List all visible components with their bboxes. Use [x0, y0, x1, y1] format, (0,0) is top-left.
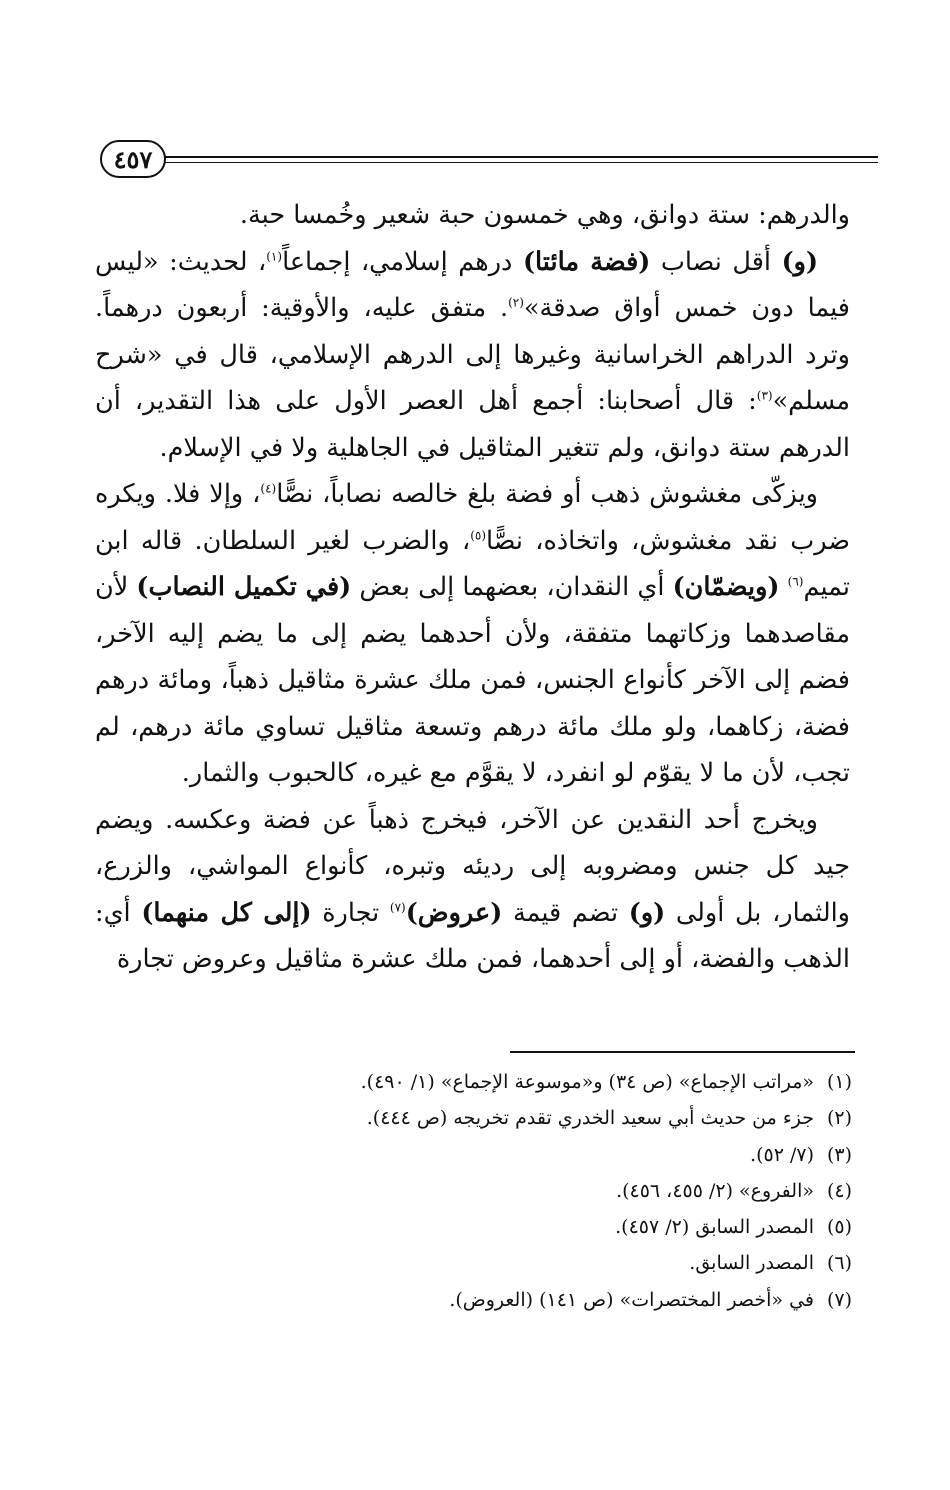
text-run: لأن مقاصدهما وزكاتهما متفقة، ولأن أحدهما يضم إلى ما يضم إليه الآخر، فضم إلى الآخر كأنواع الجنس، فمن ملك عشرة مثاقيل ذهباً، ومائة درهم فضة، زكاهما، ولو ملك مائة درهم وتسعة مثاقيل تساوي مائة درهم، لم تجب، لأن ما لا يقوّم لو انفرد، لا يقوَّم مع غيره، كالحبوب والثمار. — [95, 572, 850, 788]
footnote-2 — [95, 1100, 852, 1136]
paragraph-1 — [95, 192, 850, 239]
text-run: ، لحديث: «ليس فيما دون خمس أواق صدقة» — [95, 246, 850, 323]
footnote-text: جزء من حديث أبي سعيد الخدري تقدم تخريجه (ص ٤٤٤). — [366, 1107, 814, 1130]
text-run: . متفق عليه، والأوقية: أربعون درهماً. وترد الدراهم الخراسانية وغيرها إلى الدرهم الإسلامي، قال في «شرح مسلم» — [95, 293, 850, 416]
footnote-number: (٥) — [826, 1216, 852, 1239]
text-run: والدرهم: ستة دوانق، وهي خمسون حبة شعير وخُمسا حبة. — [239, 200, 850, 230]
text-run: تجارة — [311, 897, 390, 928]
bold-term: (إلى كل منهما) — [141, 897, 312, 928]
text-run: تضم قيمة — [502, 897, 629, 928]
paragraph-2 — [95, 239, 850, 472]
footnote-text: المصدر السابق. — [689, 1252, 814, 1275]
footnote-number: (٧) — [826, 1288, 852, 1311]
main-text — [95, 192, 850, 983]
footnote-number: (٣) — [826, 1143, 852, 1166]
text-run: ، وإلا فلا. ويكره ضرب نقد مغشوش، واتخاذه، نصًّا — [95, 479, 850, 556]
footnote-ref-5[interactable]: (٥) — [470, 528, 487, 542]
footnote-ref-3[interactable]: (٣) — [756, 388, 773, 403]
text-run: ، والضرب لغير السلطان. قاله ابن تميم — [95, 525, 850, 602]
footnote-text: المصدر السابق (٢/ ٤٥٧). — [615, 1216, 814, 1239]
footnote-ref-6[interactable]: (٦) — [787, 574, 804, 589]
footnote-separator — [510, 1051, 855, 1053]
text-run: ويزكّى مغشوش ذهب أو فضة بلغ خالصه نصاباً، نصًّا — [276, 479, 818, 509]
bold-term: (ويضمّان) — [672, 572, 780, 602]
footnotes — [95, 1064, 852, 1318]
footnote-number: (٢) — [826, 1107, 852, 1130]
bold-term: (و) — [781, 246, 819, 277]
footnote-ref-4[interactable]: (٤) — [260, 481, 277, 496]
footnote-7 — [95, 1282, 852, 1318]
paragraph-4 — [95, 797, 850, 983]
footnote-text: (٧/ ٥٢). — [750, 1143, 814, 1166]
footnote-text: في «أخصر المختصرات» (ص ١٤١) (العروض). — [449, 1288, 814, 1311]
bold-term: (عروض) — [405, 897, 503, 928]
header-rule-secondary — [162, 162, 878, 163]
footnote-text: «مراتب الإجماع» (ص ٣٤) و«موسوعة الإجماع» (١/ ٤٩٠). — [360, 1071, 814, 1093]
bold-term: (فضة مائتا) — [522, 246, 651, 277]
footnote-4 — [95, 1173, 852, 1209]
footnote-6 — [95, 1245, 852, 1281]
text-run: أي: الذهب والفضة، أو إلى أحدهما، فمن ملك عشرة مثاقيل وعروض تجارة — [95, 897, 850, 974]
page-number: ٤٥٧ — [100, 140, 166, 178]
footnote-1 — [95, 1064, 852, 1100]
text-run: أقل نصاب — [650, 246, 782, 277]
header-rule — [162, 156, 878, 158]
text-run — [779, 572, 787, 602]
text-run: درهم إسلامي، إجماعاً — [282, 246, 523, 277]
footnote-number: (١) — [826, 1071, 852, 1093]
bold-term: (في تكميل النصاب) — [136, 572, 352, 602]
bold-term: (و) — [628, 897, 666, 928]
text-run: : قال أصحابنا: أجمع أهل العصر الأول على هذا التقدير، أن الدرهم ستة دوانق، ولم تتغير المثاقيل في الجاهلية ولا في الإسلام. — [95, 386, 850, 463]
paragraph-3 — [95, 471, 850, 797]
text-run: أي النقدان، بعضهما إلى بعض — [351, 572, 673, 602]
footnote-number: (٤) — [826, 1179, 852, 1202]
page-header — [100, 138, 880, 184]
footnote-3 — [95, 1137, 852, 1173]
text-run: ويخرج أحد النقدين عن الآخر، فيخرج ذهباً عن فضة وعكسه. ويضم جيد كل جنس ومضروبه إلى رديئه وتبره، كأنواع المواشي، والزرع، والثمار، بل أولى — [95, 804, 850, 928]
footnote-text: «الفروع» (٢/ ٤٥٥، ٤٥٦). — [616, 1179, 814, 1202]
footnote-5 — [95, 1209, 852, 1245]
footnote-ref-2[interactable]: (٢) — [508, 295, 524, 310]
footnote-number: (٦) — [826, 1252, 852, 1275]
footnote-ref-7[interactable]: (٧) — [389, 900, 406, 914]
footnote-ref-1[interactable]: (١) — [266, 249, 283, 263]
